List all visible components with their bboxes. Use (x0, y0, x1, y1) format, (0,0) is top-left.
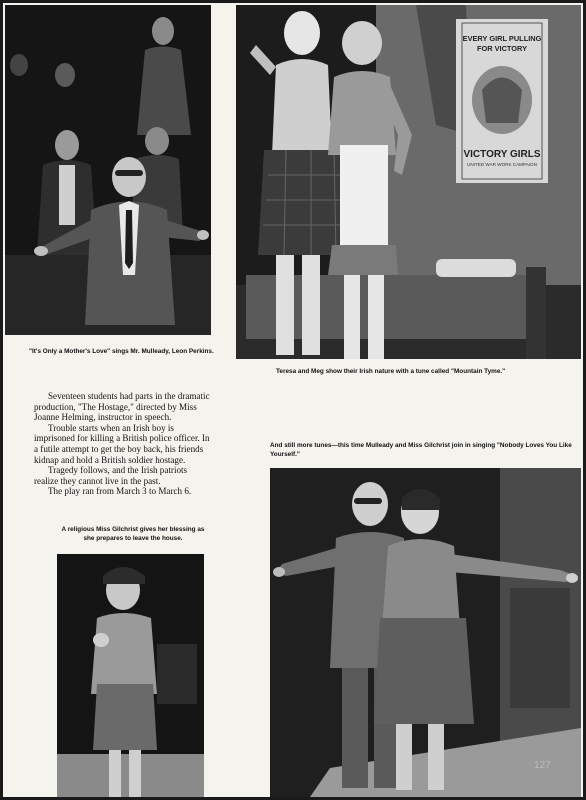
photo-mulleady-singing (5, 5, 211, 335)
poster-line-4: UNITED WAR WORK CAMPAIGN (467, 162, 537, 167)
caption-gilchrist-blessing: A religious Miss Gilchrist gives her blessing as she prepares to leave the house. (61, 526, 205, 542)
article-body (34, 391, 212, 497)
page-number: 127 (534, 760, 551, 771)
caption-mothers-love: "It's Only a Mother's Love" sings Mr. Mulleady, Leon Perkins. (29, 348, 214, 355)
photo-teresa-meg (236, 5, 581, 359)
body-paragraph: Trouble starts when an Irish boy is imprisoned for killing a British police officer. In a futile attempt to get the boy back, his friends kidnap and hold a British soldier hostage. (34, 422, 210, 465)
photo-mulleady-gilchrist (270, 468, 581, 797)
poster-line-1: EVERY GIRL PULLING (462, 34, 542, 43)
body-paragraph: Seventeen students had parts in the dramatic production, "The Hostage," directed by Miss Joanne Helming, instructor in speech. (34, 391, 210, 423)
body-paragraph: Tragedy follows, and the Irish patriots realize they cannot live in the past. (34, 465, 188, 486)
body-paragraph: The play ran from March 3 to March 6. (48, 486, 192, 497)
poster-line-2: FOR VICTORY (476, 44, 528, 53)
caption-teresa-meg: Teresa and Meg show their Irish nature with a tune called "Mountain Tyme." (276, 368, 506, 375)
poster-line-3: VICTORY GIRLS (463, 149, 541, 160)
photo-gilchrist-blessing (57, 554, 204, 797)
caption-more-tunes: And still more tunes—this time Mulleady and Miss Gilchrist join in singing "Nobody Loves You Like Yourself." (270, 442, 572, 458)
yearbook-page (3, 3, 583, 797)
